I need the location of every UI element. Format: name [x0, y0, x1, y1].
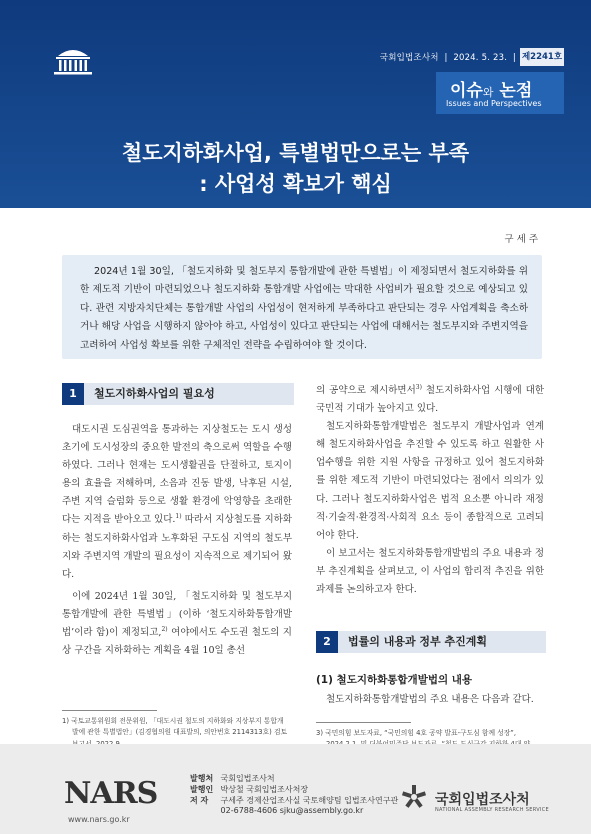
footnote-divider-left	[62, 710, 157, 711]
series-title-ko: 이슈와 논점	[450, 81, 533, 101]
publisher-name: 국회입법조사처	[379, 53, 439, 63]
footnote-3: 3) 국민의힘 보도자료, “국민의힘 4호 공약 발표-구도심 함께 성장”,	[316, 729, 516, 737]
publication-date: 2024. 5. 23.	[453, 53, 508, 63]
section-1-title: 철도지하화사업의 필요성	[94, 387, 215, 400]
right-paragraph-2: 철도지하화통합개발법은 철도부지 개발사업과 연계해 철도지하화사업을 추진할 수 있도록 하고 원활한 사업수행을 위한 지원 사항을 규정하고 있어 철도지하화를 위한 제도적 기반이 마련되었다는 점에서 의의가 있다. 그러나 철도지하화사업은 법적 요소뿐 아니라 재정적·기술적·환경적·사회적 요소 등이 종합적으로 고려되어야 한다.	[316, 421, 544, 541]
org-name-ko: 국회입법조사처	[435, 792, 530, 808]
nars-logo: NARS	[64, 776, 158, 811]
contact-row-phone-email: 02-6788-4606 sjku@assembly.go.kr	[220, 806, 364, 816]
section-1-number: 1	[62, 383, 84, 405]
subsection-1-body: 철도지하화통합개발법의 주요 내용은 다음과 같다.	[326, 694, 534, 705]
publication-info: 국회입법조사처 | 2024. 5. 23. |	[379, 53, 516, 63]
website-link[interactable]: www.nars.go.kr	[68, 815, 130, 824]
summary-box	[62, 255, 542, 359]
contact-row-publisher: 발행처 국회입법조사처	[190, 774, 275, 783]
footnote-divider-right	[316, 722, 411, 723]
footnote-1: 1) 국토교통위원회 전문위원, 「대도시권 철도의 지하화와 지상부지 통합개 발에 관한 특별법안」(김경협의원 대표발의, 의안번호 2114313호) 검토	[62, 717, 288, 737]
footnote-ref-2[interactable]: 2)	[161, 625, 168, 633]
section-1-header	[62, 383, 294, 405]
emblem-icon	[400, 783, 428, 811]
author-name: 구 세 주	[504, 234, 538, 245]
right-paragraph-1: 의 공약으로 제시하면서$^{3)}$ 철도지하화사업 시행에 대한 국민적 기대가 높아지고 있다.	[316, 383, 545, 415]
section-2-title: 법률의 내용과 정부 추진계획	[348, 635, 487, 648]
series-title-en: Issues and Perspectives	[446, 99, 542, 108]
assembly-building-icon	[50, 44, 96, 78]
org-name-en: NATIONAL ASSEMBLY RESEARCH SERVICE	[435, 807, 549, 813]
right-column-body	[316, 382, 544, 599]
left-column-body	[62, 421, 292, 660]
section-1-paragraph-1: 대도시권 도심권역을 통과하는 지상철도는 도시 생성초기에 도시성장의 중요한 발전의 축으로써 역할을 수행하였다. 그러나 현재는 도시생활권을 단절하고, 토지이용의 효율을 저해하며, 소음과 진동 발생, 낙후된 시설, 주변 지역 슬럼화 등으로 생활 환경에 악영향을 초래한다는 지적을 받아오고 있다.$^{1)}$ 따라서 지상철도를 지하화하는 철도지하화사업과 노후화된 구도심 지역의 철도부지와 주변지역 개발의 필요성이 지속적으로 제기되어 왔다.	[62, 424, 292, 580]
subsection-1-title: (1) 철도지하화통합개발법의 내용	[316, 674, 473, 686]
section-2-header	[316, 631, 546, 653]
summary-text: 2024년 1월 30일, 「철도지하화 및 철도부지 통합개발에 관한 특별법」이 제정되면서 철도지하화를 위한 제도적 기반이 마련되었으나 철도지하화 통합개발 사업에는 막대한 사업비가 필요할 것으로 예상되고 있다. 관련 지방자치단체는 통합개발 사업의 사업성이 현저하게 부족하다고 판단되는 경우 사업계획을 축소하거나 해당 사업을 시행하지 않아야 하고, 사업성이 있다고 판단되는 사업에 대해서는 철도부지와 주변지역을 고려하여 사업성 확보를 위한 구체적인 전략을 수립하여야 할 것이다.	[80, 266, 528, 351]
contact-row-author: 저 자 구세주 경제산업조사실 국토해양팀 입법조사연구관	[190, 795, 399, 805]
right-paragraph-3: 이 보고서는 철도지하화통합개발법의 주요 내용과 정부 추진계획을 살펴보고, 이 사업의 합리적 추진을 위한 과제를 논의하고자 한다.	[316, 547, 544, 596]
section-1-paragraph-2: 이에 2024년 1월 30일, 「철도지하화 및 철도부지 통합개발에 관한 특별법」(이하 ‘철도지하화통합개발법’이라 함)이 제정되고,$^{2)}$ 여야에서도 수도권 철도의 지상 구간을 지하화하는 계획을 4월 10일 총선	[62, 590, 292, 657]
issue-number: 제2241호	[520, 48, 564, 66]
section-2-number: 2	[316, 631, 338, 653]
footnote-ref-1[interactable]: 1)	[175, 513, 182, 521]
header-banner	[0, 0, 591, 208]
report-title-line1: 철도지하화사업, 특별법만으로는 부족	[121, 141, 470, 165]
series-badge	[436, 72, 564, 114]
publication-contacts	[190, 774, 398, 817]
contact-row-issuer: 발행인 박상철 국회입법조사처장	[190, 784, 309, 794]
report-title-line2: : 사업성 확보가 핵심	[199, 172, 392, 196]
footnote-ref-3[interactable]: 3)	[415, 383, 422, 391]
